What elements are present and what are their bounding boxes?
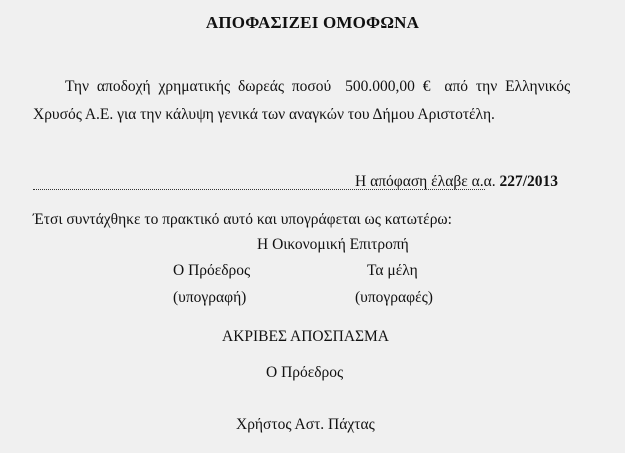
members-signatures: (υπογραφές) <box>355 289 433 306</box>
decision-label: Η απόφαση έλαβε α.α. <box>355 173 496 190</box>
body-line-1-suffix: από την Ελληνικός <box>444 78 571 95</box>
donation-amount: 500.000,00 € <box>345 78 431 95</box>
body-line-1 <box>65 78 570 96</box>
members-label: Τα μέλη <box>367 262 418 279</box>
president-name: Χρήστος Αστ. Πάχτας <box>236 416 375 433</box>
exact-extract-heading: ΑΚΡΙΒΕΣ ΑΠΟΣΠΑΣΜΑ <box>222 328 390 345</box>
body-line-2: Χρυσός Α.Ε. για την κάλυψη γενικά των αναγκών του Δήμου Αριστοτέλη. <box>33 106 495 123</box>
president-signature: (υπογραφή) <box>173 289 247 306</box>
body-line-1-prefix: Την αποδοχή χρηματικής δωρεάς ποσού <box>65 78 332 95</box>
decision-number: 227/2013 <box>499 173 559 190</box>
committee-name: Η Οικονομική Επιτροπή <box>257 236 409 253</box>
closing-statement: Έτσι συντάχθηκε το πρακτικό αυτό και υπογράφεται ως κατωτέρω: <box>33 211 452 228</box>
extract-president-role: Ο Πρόεδρος <box>266 364 344 381</box>
dotted-divider <box>33 187 485 190</box>
document-title: ΑΠΟΦΑΣΙΖΕΙ ΟΜΟΦΩΝΑ <box>205 13 420 32</box>
president-label: Ο Πρόεδρος <box>173 262 251 279</box>
